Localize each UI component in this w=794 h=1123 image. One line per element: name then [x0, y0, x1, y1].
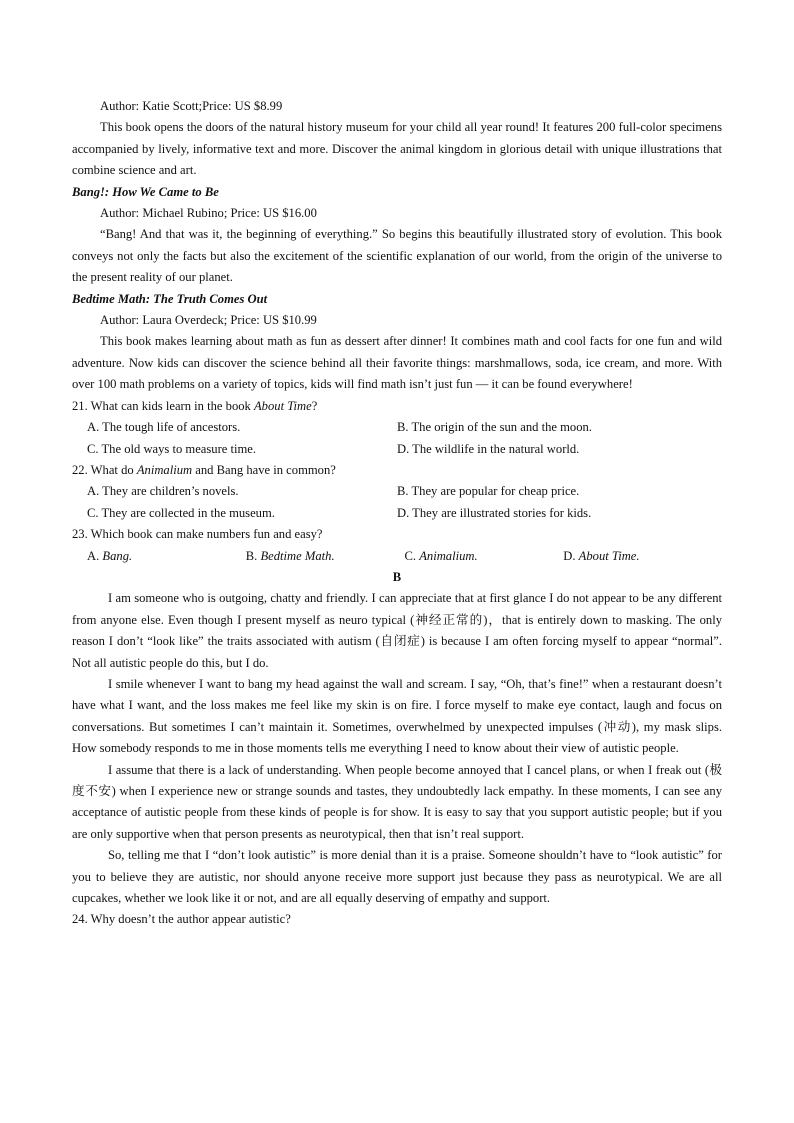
- question-23-option-a-letter: A.: [87, 548, 103, 563]
- question-22-prefix: 22. What do: [72, 462, 137, 477]
- question-23-option-a-text: Bang.: [102, 548, 133, 563]
- book3-description: This book makes learning about math as fun as dessert after dinner! It combines math and cool facts for one fun and wild adventure. Now kids can discover the science behind all their favorite things: marshmallows, soda, ice cream, and more. With over 100 math problems on a variety of topics, kids will find math isn’t just fun — it can be found everywhere!: [72, 334, 722, 392]
- section-b-heading: B: [392, 569, 402, 584]
- question-22-option-a[interactable]: A. They are children’s novels.: [87, 484, 239, 499]
- question-22-suffix: and Bang have in common?: [192, 462, 336, 477]
- question-23: 23. Which book can make numbers fun and easy?: [72, 527, 323, 542]
- question-22: [72, 460, 722, 481]
- question-23-option-b-text: Bedtime Math.: [260, 548, 335, 563]
- section-b-paragraph-2: I smile whenever I want to bang my head against the wall and scream. I say, “Oh, that’s fine!” when a restaurant doesn’t have what I want, and the loss makes me feel like my skin is on fire. I force myself to make eye contact, laugh and focus on conversations. But sometimes I can’t maintain it. Sometimes, overwhelmed by unexpected impulses (冲动), my mask slips. How somebody responds to me in those moments tells me everything I need to know about their view of autistic people.: [72, 676, 722, 756]
- question-21: [72, 396, 722, 417]
- question-23-option-c-text: Animalium.: [419, 548, 478, 563]
- question-21-option-c[interactable]: C. The old ways to measure time.: [87, 441, 257, 456]
- section-b-paragraph-1: I am someone who is outgoing, chatty and friendly. I can appreciate that at first glance I do not appear to be any different from anyone else. Even though I present myself as neuro typical (神经正常的)，that is entirely down to masking. The only reason I don’t “look like” the traits associated with autism (自闭症) is because I am often forcing myself to appear “normal”. Not all autistic people do this, but I do.: [72, 591, 722, 670]
- question-21-option-a[interactable]: A. The tough life of ancestors.: [87, 420, 241, 435]
- book2-title: Bang!: How We Came to Be: [72, 184, 219, 199]
- question-22-option-d[interactable]: D. They are illustrated stories for kids.: [397, 505, 592, 520]
- question-22-option-b[interactable]: B. They are popular for cheap price.: [397, 484, 580, 499]
- question-23-option-d[interactable]: [563, 546, 722, 567]
- question-23-option-d-text: About Time.: [578, 548, 640, 563]
- book1-description: This book opens the doors of the natural history museum for your child all year round! It features 200 full-color specimens accompanied by lively, informative text and more. Discover the animal kingdom in glorious detail with unique illustrations that combine science and art.: [72, 120, 722, 178]
- section-b-paragraph-4: So, telling me that I “don’t look autistic” is more denial than it is a praise. Someone shouldn’t have to “look autistic” for you to believe they are autistic, nor should anyone receive more support just because they pass as neurotypical. We are all cupcakes, whether we look like it or not, and are all equally deserving of empathy and support.: [72, 848, 722, 906]
- question-21-options-row-1: [72, 417, 722, 438]
- book1-author: Author: Katie Scott;Price: US $8.99: [100, 99, 283, 113]
- book2-author: Author: Michael Rubino; Price: US $16.00: [100, 206, 317, 221]
- question-21-book: About Time: [253, 398, 312, 413]
- question-22-option-c[interactable]: C. They are collected in the museum.: [87, 505, 275, 520]
- question-21-option-d[interactable]: D. The wildlife in the natural world.: [397, 441, 580, 456]
- book2-description: “Bang! And that was it, the beginning of everything.” So begins this beautifully illustrated story of evolution. This book conveys not only the facts but also the excitement of the scientific explanation of our world, from the origin of the universe to the present reality of our planet.: [72, 227, 722, 285]
- question-22-options-row-1: [72, 481, 722, 502]
- question-21-option-b[interactable]: B. The origin of the sun and the moon.: [397, 420, 592, 435]
- question-23-option-b[interactable]: [246, 546, 405, 567]
- question-21-suffix: ?: [311, 398, 318, 413]
- section-b-paragraph-3: I assume that there is a lack of understanding. When people become annoyed that I cancel plans, or when I freak out (极度不安) when I experience new or strange sounds and tastes, they undoubtedly lack empathy. In these moments, I can see any acceptance of autistic people from these kinds of people is for show. It is easy to say that you support autistic people; but if you are only supportive when that person presents as neurotypical, then that isn’t real support.: [72, 762, 722, 841]
- book3-title: Bedtime Math: The Truth Comes Out: [72, 291, 268, 306]
- question-24: 24. Why doesn’t the author appear autistic?: [72, 912, 291, 927]
- question-21-options-row-2: [72, 439, 722, 460]
- question-23-option-b-letter: B.: [245, 548, 261, 563]
- question-23-option-d-letter: D.: [563, 548, 579, 563]
- question-23-options: [72, 546, 722, 567]
- question-22-options-row-2: [72, 503, 722, 524]
- document-page: [72, 96, 722, 931]
- question-21-prefix: 21. What can kids learn in the book: [72, 398, 254, 413]
- book3-author: Author: Laura Overdeck; Price: US $10.99: [100, 313, 317, 328]
- question-22-book: Animalium: [136, 462, 193, 477]
- question-23-option-c[interactable]: [405, 546, 564, 567]
- question-23-option-a[interactable]: [87, 546, 246, 567]
- question-23-option-c-letter: C.: [404, 548, 420, 563]
